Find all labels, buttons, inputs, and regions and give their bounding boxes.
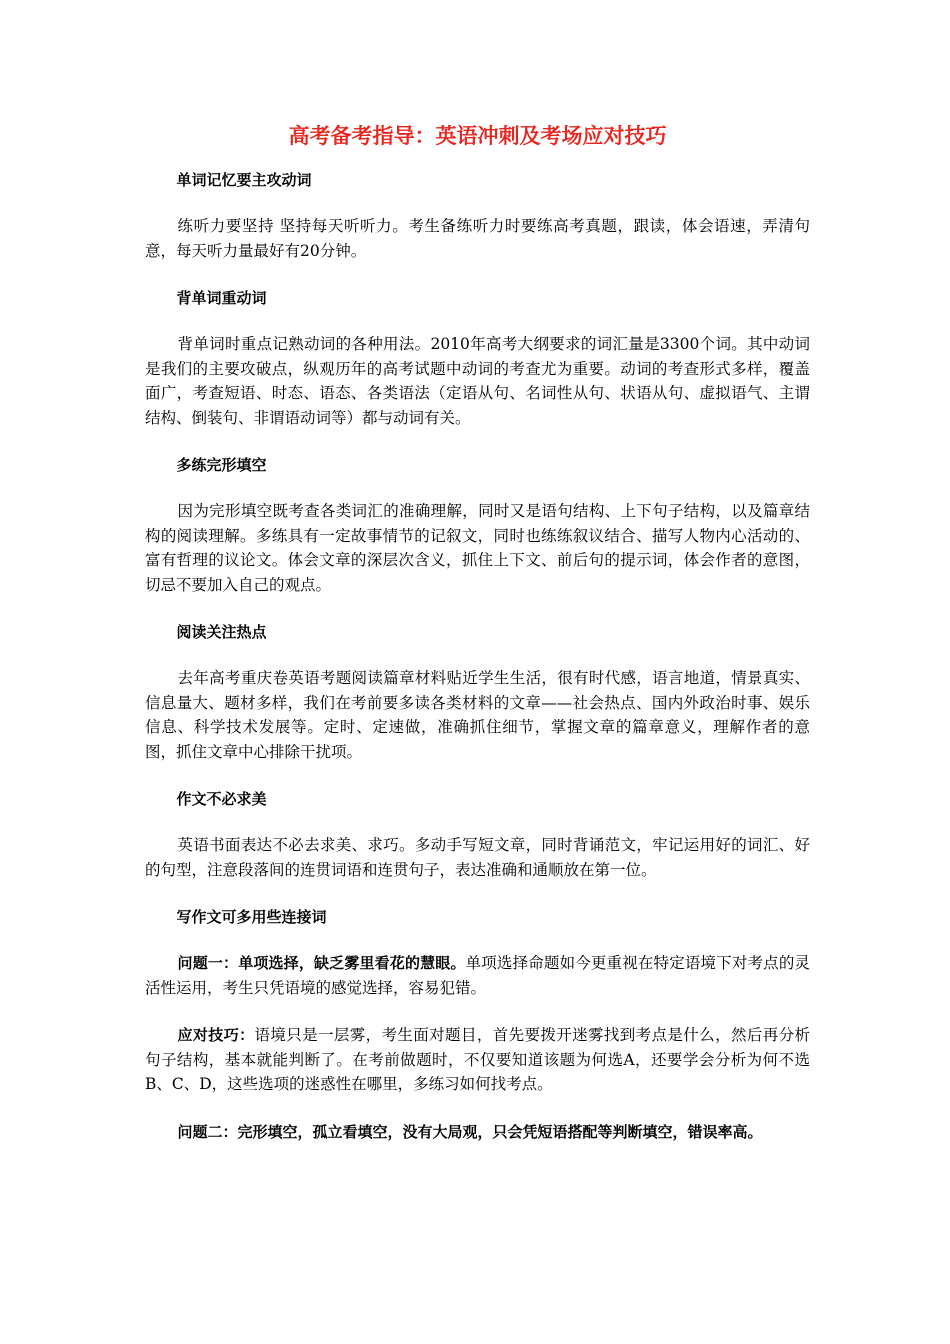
section-body-cloze: 因为完形填空既考查各类词汇的准确理解，同时又是语句结构、上下句子结构，以及篇章结构的阅读理解。多练具有一定故事情节的记叙文，同时也练练叙议结合、描写人物内心活动的、富有哲理的议论文。体会文章的深层次含义，抓住上下文、前后句的提示词，体会作者的意图，切忌不要加入自己的观点。 [145, 502, 810, 594]
section-heading-cloze: 多练完形填空 [176, 456, 267, 474]
section-heading-writing: 作文不必求美 [176, 790, 267, 808]
section-body-listening: 练听力要坚持 坚持每天听听力。考生备练听力时要练高考真题，跟读，体会语速，弄清句意，每天听力量最好有20分钟。 [145, 217, 810, 260]
strategy-one-label: 应对技巧： [177, 1026, 255, 1044]
section-body-writing: 英语书面表达不必去求美、求巧。多动手写短文章，同时背诵范文，牢记运用好的词汇、好的句型，注意段落间的连贯词语和连贯句子，表达准确和通顺放在第一位。 [145, 836, 810, 879]
section-heading-verbs: 单词记忆要主攻动词 [176, 171, 312, 189]
section-heading-reading: 阅读关注热点 [176, 623, 267, 641]
section-body-vocabulary: 背单词时重点记熟动词的各种用法。2010年高考大纲要求的词汇量是3300个词。其中动词是我们的主要攻破点，纵观历年的高考试题中动词的考查尤为重要。动词的考查形式多样，覆盖面广，考查短语、时态、语态、各类语法（定语从句、名词性从句、状语从句、虚拟语气、主谓结构、倒装句、非谓语动词等）都与动词有关。 [145, 335, 810, 427]
problem-one-label: 问题一：单项选择，缺乏雾里看花的慧眼。 [177, 954, 466, 972]
document-content [145, 118, 810, 1167]
section-heading-vocabulary: 背单词重动词 [176, 289, 267, 307]
problem-one-text: 单项选择命题如今更重视在特定语境下对考点的灵活性运用，考生只凭语境的感觉选择，容易犯错。 [145, 954, 810, 997]
problem-one-paragraph [145, 951, 810, 1000]
strategy-one-text: 语境只是一层雾，考生面对题目，首先要拨开迷雾找到考点是什么，然后再分析句子结构，基本就能判断了。在考前做题时，不仅要知道该题为何选A，还要学会分析为何不选B、C、D，这些选项的迷惑性在哪里，多练习如何找考点。 [145, 1026, 810, 1093]
page-title: 高考备考指导：英语冲刺及考场应对技巧 [288, 124, 667, 148]
section-heading-connectives: 写作文可多用些连接词 [176, 908, 327, 926]
strategy-one-paragraph [145, 1023, 810, 1097]
problem-two-label: 问题二：完形填空，孤立看填空，没有大局观，只会凭短语搭配等判断填空，错误率高。 [177, 1122, 763, 1141]
section-body-reading: 去年高考重庆卷英语考题阅读篇章材料贴近学生生活，很有时代感，语言地道，情景真实、信息量大、题材多样，我们在考前要多读各类材料的文章——社会热点、国内外政治时事、娱乐信息、科学技术发展等。定时、定速做，准确抓住细节，掌握文章的篇章意义，理解作者的意图，抓住文章中心排除干扰项。 [145, 669, 810, 761]
problem-two-paragraph [145, 1120, 810, 1145]
